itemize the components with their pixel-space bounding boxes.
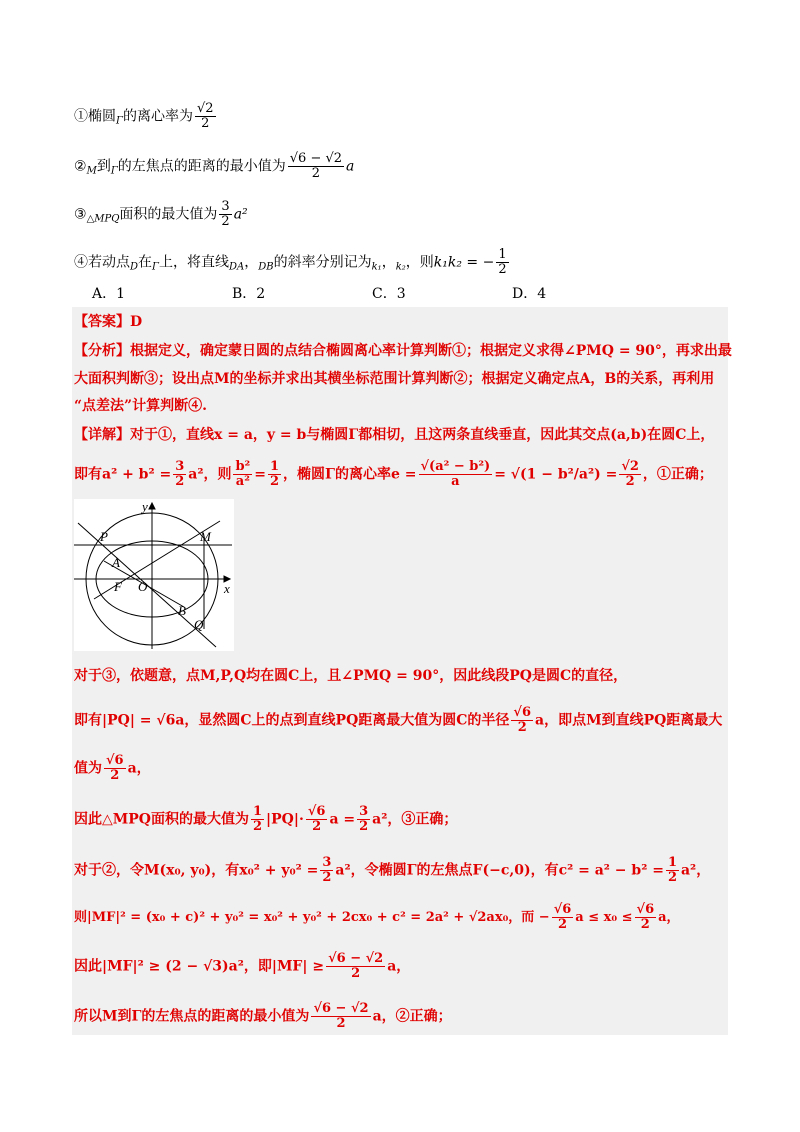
frac-den: 2: [322, 870, 332, 885]
text-seg: a，: [658, 910, 680, 925]
text-seg: a，: [387, 958, 411, 975]
text-seg: ，①正确；: [642, 466, 713, 483]
p2-line-1: [74, 856, 710, 885]
frac-den: 2: [517, 720, 527, 735]
label-O: O: [138, 579, 148, 594]
item-1: [74, 102, 218, 132]
frac-den: 2: [253, 819, 263, 834]
frac-den: 2: [270, 474, 280, 489]
fraction: [104, 754, 126, 783]
fraction: [233, 460, 252, 489]
item-4-expr: k₁k₂ = −: [433, 254, 495, 271]
frac-num: √6: [636, 902, 655, 917]
label-M: M: [200, 529, 211, 544]
frac-num: √6 − √2: [328, 951, 384, 966]
text-seg: a，: [127, 760, 151, 777]
frac-den: 2: [625, 474, 635, 489]
text-seg: 则|MF|² = (x₀ + c)² + y₀² = x₀² + y₀² + 2cx₀ + c² = 2a² + √2ax₀，而 −: [74, 910, 550, 925]
option-d[interactable]: D．4: [512, 286, 547, 302]
p2-line-3: [74, 952, 410, 981]
text-seg: =: [254, 466, 266, 483]
geometry-figure: [74, 499, 234, 651]
item-4-t4: 的斜率分别记为: [273, 254, 372, 271]
item-4-t1: 在: [138, 254, 153, 271]
item-4-t6: ，则: [405, 254, 434, 271]
options-row: [92, 284, 652, 304]
text-seg: a ≤ x₀ ≤: [575, 910, 633, 925]
text-seg: 因此|MF|² ≥ (2 − √3)a²，即|MF| ≥: [74, 958, 325, 975]
item-2-fraction: [288, 152, 344, 181]
item-1-fraction: [195, 102, 216, 131]
detail-line-2: [74, 460, 713, 489]
label-F: F: [114, 579, 122, 594]
gamma-symbol: Γ: [110, 165, 118, 177]
frac-num: 1: [498, 247, 507, 262]
item-4: [74, 248, 511, 278]
p3-line-4: [74, 805, 457, 834]
slope-k2: k₂: [395, 261, 406, 273]
slope-k1: k₁: [371, 261, 382, 273]
option-c[interactable]: C．3: [372, 286, 406, 302]
item-2-prefix: ②: [74, 158, 87, 175]
frac-den: 2: [201, 116, 210, 131]
text-seg: a²，: [680, 862, 711, 879]
frac-num: 3: [359, 804, 369, 819]
item-3-fraction: [219, 200, 231, 229]
text-seg: 即有|PQ| = √6a，显然圆C上的点到直线PQ距离最大值为圆C的半径: [74, 712, 510, 729]
gamma-symbol: Γ: [116, 115, 123, 127]
frac-den: 2: [640, 917, 650, 932]
item-2-tail: a: [346, 158, 355, 175]
fraction: [251, 805, 264, 834]
item-4-t2: 上，将直线: [158, 254, 229, 271]
frac-num: 3: [322, 855, 332, 870]
item-2-text1: 到: [96, 158, 111, 175]
frac-num: √6: [106, 753, 124, 768]
fraction: [357, 805, 370, 834]
text-seg: a²，③正确；: [372, 811, 458, 828]
p2-line-2: [74, 903, 680, 932]
p2-line-4: [74, 1002, 452, 1031]
text-seg: a²，令椭圆Γ的左焦点F(−c,0)，有c² = a² − b² =: [335, 862, 664, 879]
frac-den: 2: [312, 819, 322, 834]
analysis-line-3: “点差法”计算判断④.: [74, 398, 207, 414]
frac-num: 3: [221, 199, 230, 214]
text-seg: 所以M到Γ的左焦点的距离的最小值为: [74, 1008, 310, 1025]
p3-line-2: [74, 706, 722, 735]
frac-num: √6: [553, 902, 572, 917]
frac-num: √6 − √2: [313, 1001, 369, 1016]
item-3-text: 面积的最大值为: [119, 206, 218, 223]
frac-den: 2: [557, 917, 568, 932]
text-seg: ，椭圆Γ的离心率e =: [283, 466, 417, 483]
item-3-tail: a²: [233, 206, 248, 223]
fraction: [268, 460, 281, 489]
frac-num: √2: [621, 459, 639, 474]
frac-num: √6: [513, 705, 532, 720]
frac-den: 2: [110, 768, 120, 783]
label-Q: Q: [194, 617, 204, 632]
fraction: [173, 460, 186, 489]
frac-den: 2: [336, 1016, 346, 1031]
frac-den: 2: [359, 819, 369, 834]
fraction: [552, 903, 574, 932]
label-A: A: [112, 555, 120, 570]
p3-line-1: 对于③，依题意，点M,P,Q均在圆C上，且∠PMQ = 90°，因此线段PQ是圆C的直径，: [74, 668, 628, 684]
frac-num: √(a² − b²): [420, 459, 491, 474]
point-D: D: [130, 261, 139, 273]
item-1-text: 的离心率为: [122, 108, 193, 125]
fraction: [511, 706, 533, 735]
label-x: x: [224, 581, 230, 596]
item-4-t5: ，: [381, 254, 396, 271]
label-y: y: [142, 499, 148, 514]
frac-den: 2: [311, 166, 321, 181]
y-axis-arrow: [149, 503, 155, 509]
frac-num: 1: [667, 855, 677, 870]
fraction: [311, 1002, 370, 1031]
answer-label: 【答案】D: [74, 314, 143, 330]
fraction: [635, 903, 657, 932]
fraction: [326, 952, 385, 981]
text-seg: 因此△MPQ面积的最大值为: [74, 811, 249, 828]
fraction: [666, 856, 679, 885]
frac-den: a²: [235, 474, 250, 489]
item-4-prefix: ④若动点: [74, 254, 130, 271]
frac-den: 2: [351, 966, 361, 981]
item-2-text2: 的左焦点的距离的最小值为: [117, 158, 286, 175]
text-seg: = √(1 − b²/a²) =: [494, 466, 618, 483]
frac-num: 1: [253, 804, 263, 819]
item-3-prefix: ③: [74, 206, 87, 223]
item-4-fraction: [496, 248, 508, 277]
point-M: M: [86, 165, 97, 177]
frac-den: 2: [175, 474, 185, 489]
text-seg: 对于②，令M(x₀, y₀)，有x₀² + y₀² =: [74, 862, 319, 879]
frac-den: a: [451, 474, 460, 489]
frac-den: 2: [667, 870, 677, 885]
frac-num: 1: [270, 459, 280, 474]
fraction: [619, 460, 641, 489]
fraction: [419, 460, 493, 489]
item-1-prefix: ①椭圆: [74, 108, 116, 125]
frac-num: 3: [175, 459, 185, 474]
p3-line-3: [74, 754, 151, 783]
text-seg: a =: [329, 811, 356, 828]
frac-num: b²: [235, 459, 251, 474]
option-a[interactable]: A．1: [92, 286, 126, 302]
item-3: [74, 200, 248, 230]
detail-line-1: 【详解】对于①，直线x = a，y = b与椭圆Γ都相切，且这两条直线垂直，因此其交点(a,b)在圆C上，: [74, 427, 715, 443]
frac-den: 2: [498, 262, 507, 277]
frac-num: √6: [307, 804, 326, 819]
frac-den: 2: [221, 214, 230, 229]
analysis-line-1: 【分析】根据定义，确定蒙日圆的点结合椭圆离心率计算判断①；根据定义求得∠PMQ = 90°，再求出最: [74, 343, 732, 359]
gamma-symbol: Γ: [152, 261, 159, 273]
item-2: [74, 152, 354, 182]
triangle-MPQ: △MPQ: [86, 213, 120, 225]
analysis-line-2: 大面积判断③；设出点M的坐标并求出其横坐标范围计算判断②；根据定义确定点A，B的关系，再利用: [74, 371, 715, 387]
item-4-t3: ，: [244, 254, 259, 271]
label-B: B: [178, 603, 186, 618]
option-b[interactable]: B．2: [232, 286, 266, 302]
frac-num: √6 − √2: [289, 151, 343, 166]
frac-num: √2: [196, 101, 214, 116]
circle-ellipse-diagram: [74, 499, 234, 651]
text-seg: 值为: [74, 760, 102, 777]
text-seg: a，②正确；: [372, 1008, 452, 1025]
text-seg: 即有a² + b² =: [74, 466, 172, 483]
fraction: [306, 805, 328, 834]
line-DB: DB: [258, 261, 274, 273]
label-P: P: [100, 529, 108, 544]
text-seg: a²，则: [188, 466, 232, 483]
text-seg: a，即点M到直线PQ距离最大: [535, 712, 723, 729]
fraction: [320, 856, 333, 885]
text-seg: |PQ|·: [266, 811, 304, 828]
line-DA: DA: [228, 261, 245, 273]
